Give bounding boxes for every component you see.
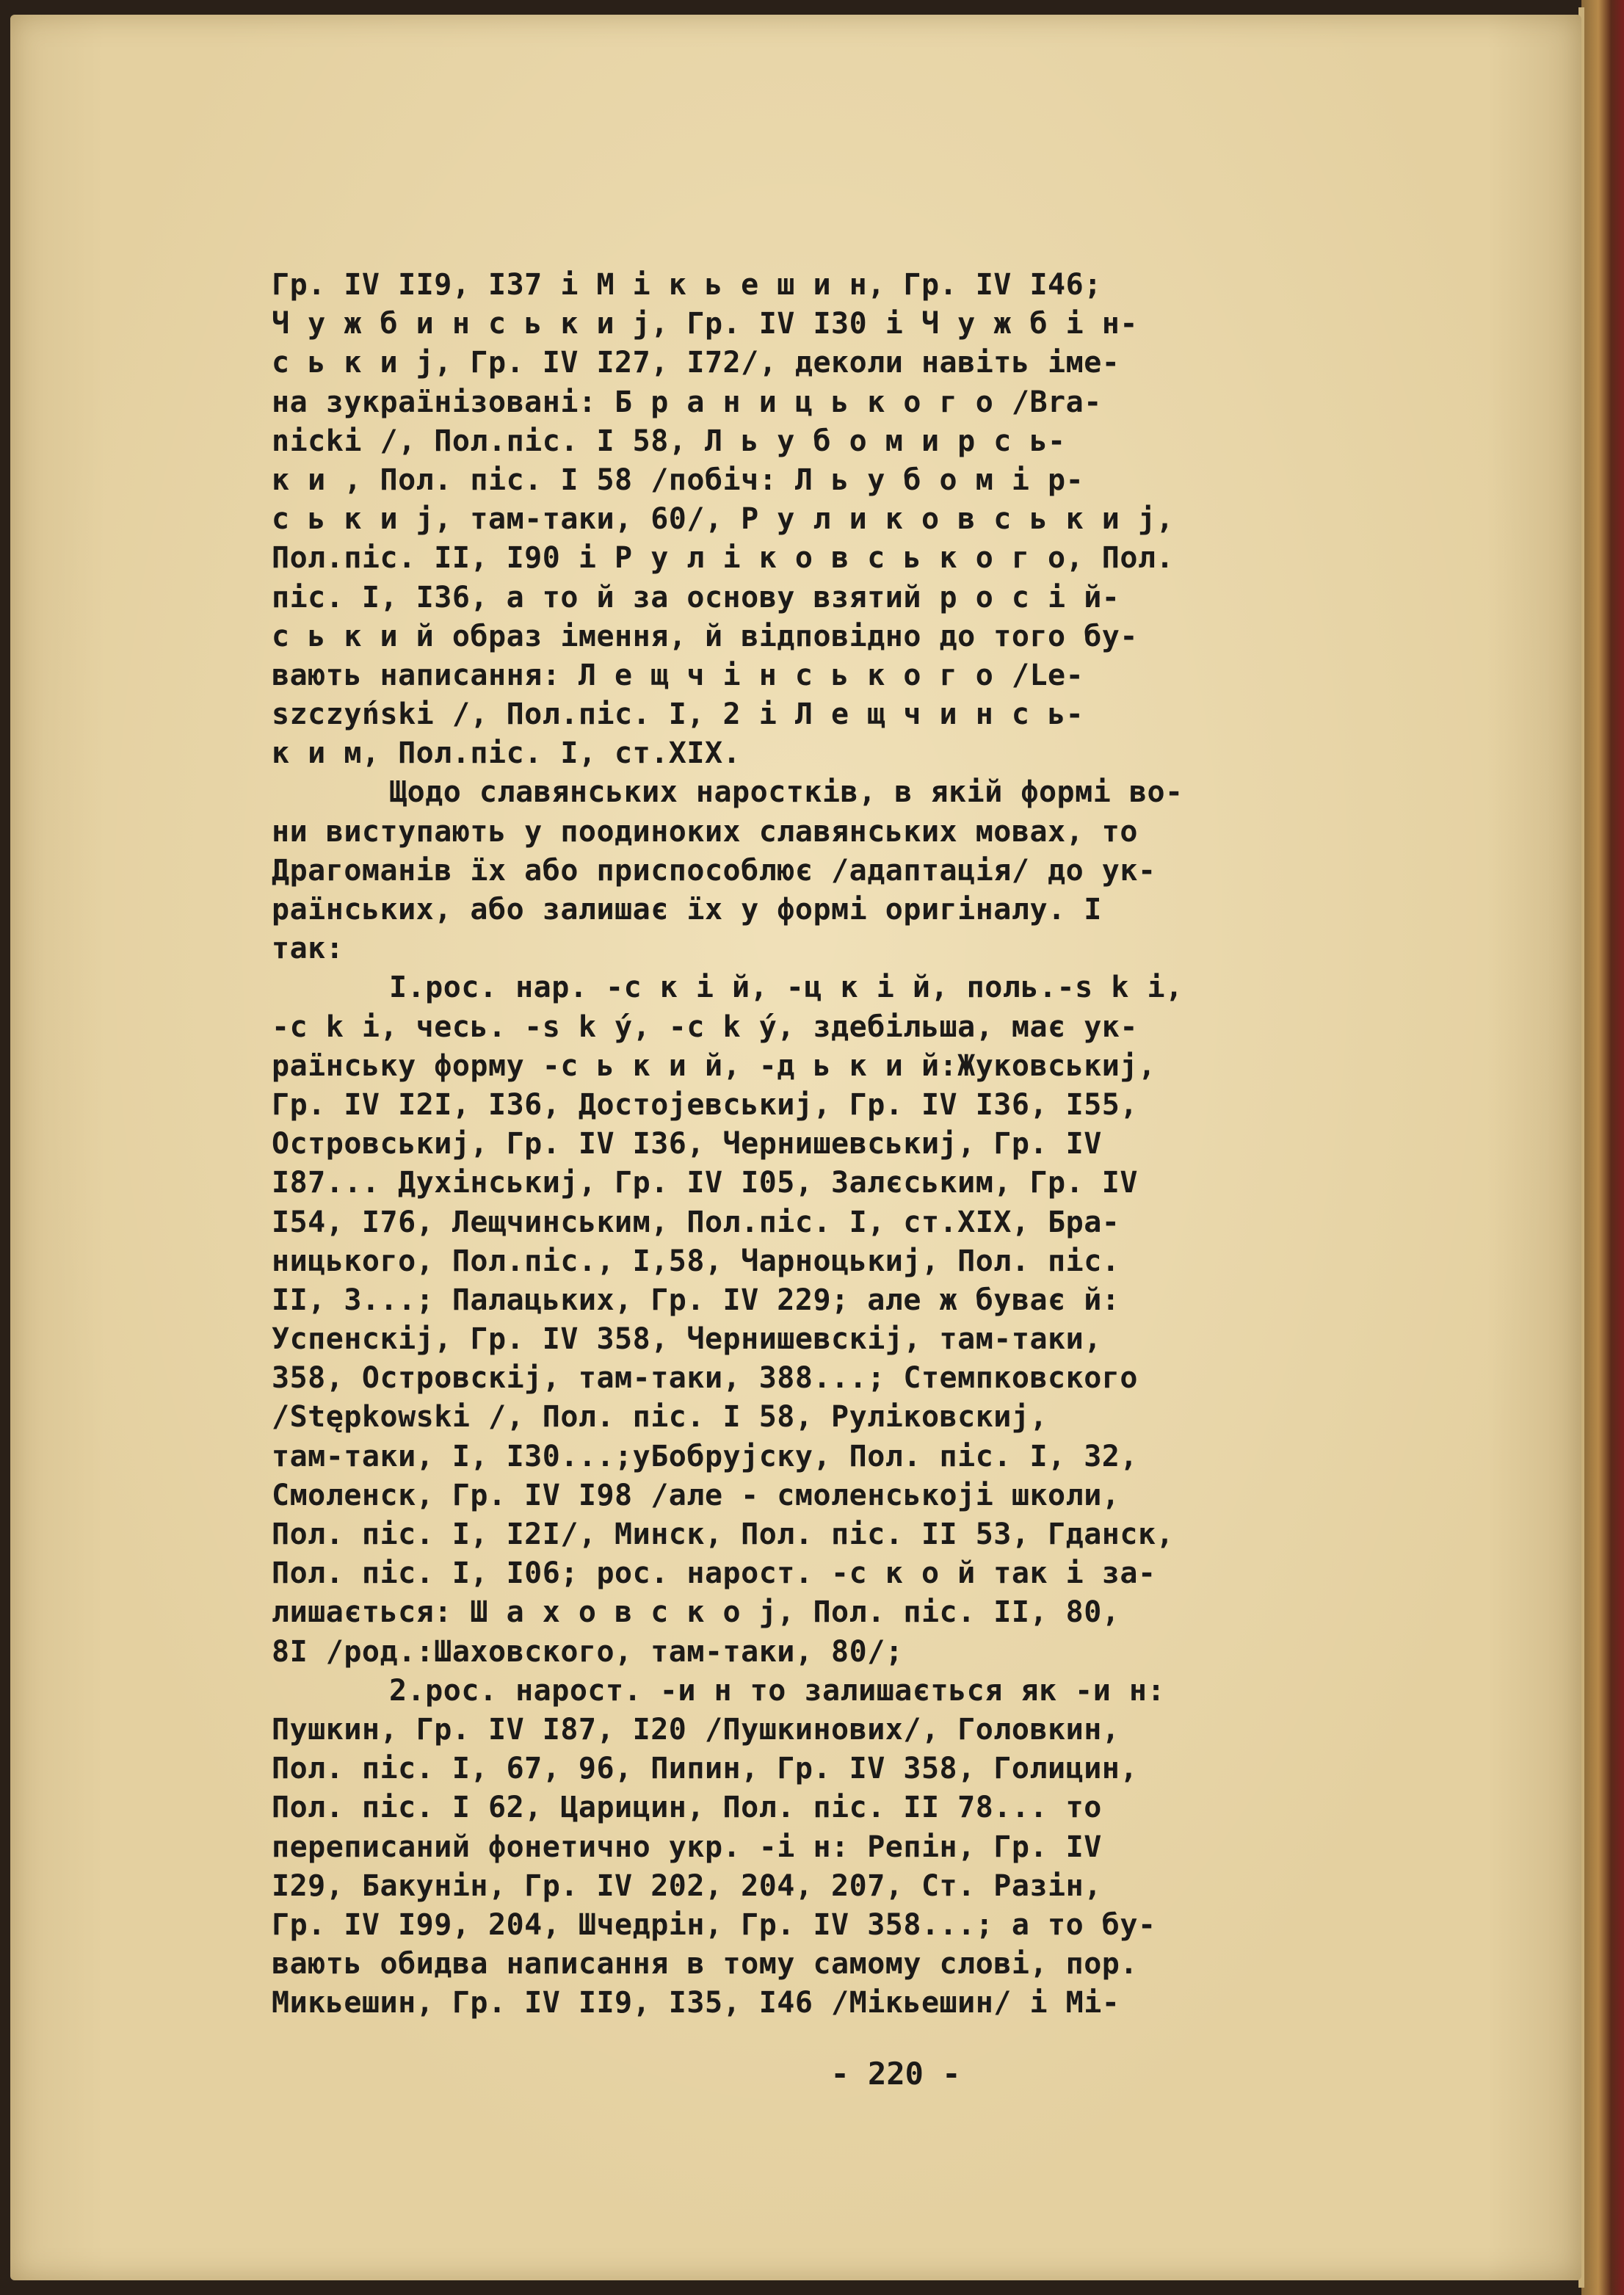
paragraph-start-line: Щодо славянських наростків, в якій формі во- (389, 775, 1183, 810)
text-line: с ь к и й образ імення, й відповідно до того бу- (272, 619, 1138, 653)
text-line: Пол. піс. I, I06; рос. нарост. -с к о й так і за- (272, 1556, 1156, 1591)
text-line: /Stępkowski /, Пол. піс. I 58, Руліковскиj, (272, 1400, 1048, 1435)
text-line: там-таки, I, I30...;уБобруjску, Пол. піс. I, 32, (272, 1439, 1138, 1473)
text-line: на зукраїнізовані: Б р а н и ц ь к о г о /Bra- (272, 385, 1102, 419)
text-line: I54, I76, Лещчинським, Пол.піс. I, ст.XIX, Бра- (272, 1205, 1120, 1239)
text-line: nicki /, Пол.піс. I 58, Л ь у б о м и р с ь- (272, 424, 1066, 458)
text-line: с ь к и j, там-таки, 60/, Р у л и к о в с ь к и j, (272, 502, 1175, 537)
text-line: Успенскіj, Гр. IV 358, Чернишевскіj, там-таки, (272, 1322, 1102, 1357)
text-line: II, 3...; Палацьких, Гр. IV 229; але ж буває й: (272, 1283, 1120, 1317)
text-line: вають написання: Л е щ ч і н с ь к о г о /Le- (272, 658, 1084, 692)
text-line: Пол. піс. I 62, Царицин, Пол. піс. II 78... то (272, 1791, 1102, 1825)
text-line: к и , Пол. піс. I 58 /побіч: Л ь у б о м і р- (272, 463, 1084, 497)
text-line: szczyński /, Пол.піс. I, 2 і Л е щ ч и н с ь- (272, 697, 1084, 732)
book-spine (1581, 0, 1624, 2295)
text-line: раїнську форму -с ь к и й, -д ь к и й:Жуковськиj, (272, 1048, 1156, 1083)
text-line: Смоленск, Гр. IV I98 /але - смоленськоjі школи, (272, 1478, 1120, 1512)
typewritten-text-block (272, 266, 1476, 2023)
text-line: лишається: Ш а х о в с к о j, Пол. піс. II, 80, (272, 1595, 1120, 1630)
text-line: Пол. піс. I, 67, 96, Пипин, Гр. IV 358, Голицин, (272, 1752, 1138, 1786)
paragraph-start-line: I.рос. нар. -с к і й, -ц к і й, поль.-s k i, (389, 971, 1183, 1005)
text-line: ни виступають у поодиноких славянських мовах, то (272, 814, 1138, 849)
text-line: Пол. піс. I, I2I/, Минск, Пол. піс. II 53, Гданск, (272, 1518, 1175, 1551)
text-line: Пушкин, Гр. IV I87, I20 /Пушкинових/, Головкин, (272, 1712, 1120, 1747)
text-line: с ь к и j, Гр. IV I27, I72/, деколи навіть іме- (272, 346, 1120, 380)
text-line: переписаний фонетично укр. -і н: Репін, Гр. IV (272, 1830, 1102, 1864)
text-line: Ч у ж б и н с ь к и j, Гр. IV I30 і Ч у ж б і н- (272, 307, 1138, 341)
text-line: Драгоманів їх або приспособлює /адаптація/ до ук- (272, 853, 1156, 888)
text-line: -c k i, чесь. -s k ý, -c k ý, здебільша, має ук- (272, 1009, 1138, 1044)
text-line: 358, Островскіj, там-таки, 388...; Стемпковского (272, 1361, 1138, 1396)
text-line: Гр. IV I99, 204, Шчедрін, Гр. IV 358...; а то бу- (272, 1907, 1156, 1942)
text-line: Пол.піс. II, I90 і Р у л і к о в с ь к о г о, Пол. (272, 541, 1175, 576)
text-line: вають обидва написання в тому самому слові, пор. (272, 1947, 1138, 1982)
text-line: ницького, Пол.піс., I,58, Чарноцькиj, Пол. піс. (272, 1244, 1120, 1278)
text-line: I29, Бакунін, Гр. IV 202, 204, 207, Ст. Разін, (272, 1868, 1102, 1903)
text-line: Гр. IV I2I, I36, Достојевськиj, Гр. IV I36, I55, (272, 1087, 1138, 1122)
text-line: Микьешин, Гр. IV II9, I35, I46 /Мікьешин/ і Мі- (272, 1986, 1120, 2020)
text-line: Островськиj, Гр. IV I36, Чернишевськиj, Гр. IV (272, 1127, 1102, 1161)
paragraph-start-line: 2.рос. нарост. -и н то залишається як -и н: (389, 1673, 1166, 1708)
text-line: Гр. IV II9, I37 і М і к ь е ш и н, Гр. IV I46; (272, 268, 1102, 302)
text-line: раїнських, або залишає їх у формі оригіналу. I (272, 893, 1102, 927)
text-line: так: (272, 932, 344, 966)
text-line: піс. I, I36, а то й за основу взятий р о с і й- (272, 580, 1120, 614)
text-line: 8I /род.:Шаховского, там-таки, 80/; (272, 1634, 904, 1669)
page-number: - 220 - (830, 2056, 961, 2092)
text-line: к и м, Пол.піс. I, ст.XIX. (272, 736, 742, 771)
text-line: I87... Духінськиj, Гр. IV I05, Залєським, Гр. IV (272, 1166, 1138, 1200)
